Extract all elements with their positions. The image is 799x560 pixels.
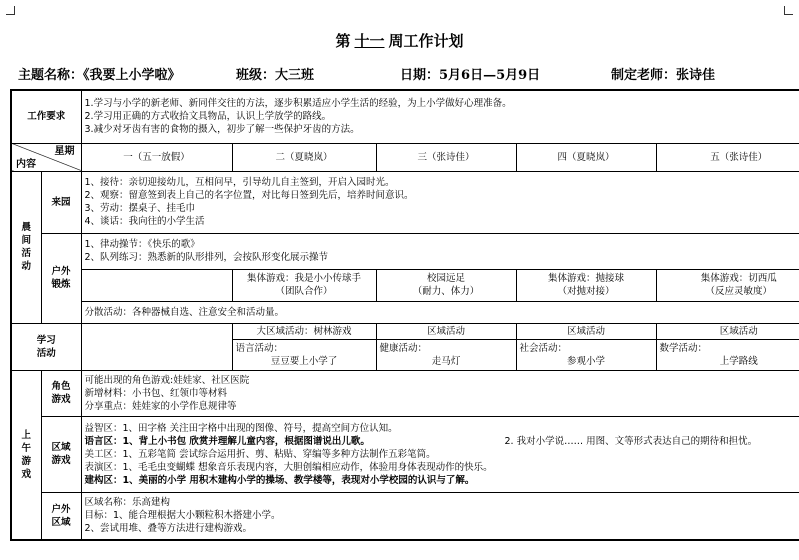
class-name: 班级：大三班 (236, 68, 315, 83)
arrival-content (81, 171, 799, 233)
title-prefix: 第 (335, 32, 351, 50)
area-game-item: 益智区：1、田字格 关注田字格中出现的图像、符号，提高空间方位认知。 (84, 422, 398, 434)
weekly-plan-table (10, 89, 799, 541)
corner-weekday-label: 星期 (54, 145, 75, 157)
theme-name: 主题名称：《我要上小学啦》 (18, 68, 181, 83)
subject-topic: 豆豆要上小学了 (270, 355, 338, 367)
day-header-fri: 五（张诗佳） (656, 143, 799, 171)
outdoor-exercise-content (81, 233, 799, 269)
title-suffix: 周工作计划 (388, 32, 464, 50)
role-play-row (11, 370, 799, 416)
arrival-label (41, 171, 81, 233)
group-activity-content: 分散活动：各种器械自选、注意安全和活动量。 (81, 301, 799, 323)
study-subject-fri (656, 339, 799, 370)
study-regions-row (11, 323, 799, 339)
subject-topic: 上学路线 (719, 355, 758, 367)
outdoor-area-item: 2、尝试用堆、叠等方法进行建构游戏。 (84, 523, 253, 535)
study-activity-label (11, 323, 81, 370)
days-header-row (11, 143, 799, 171)
area-game-item: 表演区：1、毛毛虫变蝴蝶 想象音乐表现内容，大胆创编相应动作，体验用身体表现动作的快乐。 (84, 461, 493, 473)
game-name: 集体游戏：切西瓜 (700, 273, 777, 284)
outdoor-area-item: 目标：1、能合理根据大小颗粒积木搭建小学。 (84, 510, 281, 522)
outdoor-item: 2、队列练习：熟悉新的队形排列，会按队形变化展示操节 (84, 252, 329, 263)
collective-game-tue (232, 269, 376, 301)
date-range: 日期：5月6日—5月9日 (400, 68, 541, 83)
role-play-item: 可能出现的角色游戏:娃娃家、社区医院 (84, 374, 250, 386)
study-subject-wed (376, 339, 516, 370)
morning-activity-label (11, 171, 41, 323)
arrival-label-text: 来园 (51, 196, 71, 208)
day-header-wed: 三（张诗佳） (376, 143, 516, 171)
arrival-item: 4、谈话：我向往的小学生活 (84, 216, 205, 227)
requirements-content (81, 90, 799, 143)
arrival-item: 3、劳动：摆桌子、挂毛巾 (84, 203, 196, 214)
game-goal: （耐力、体力） (412, 286, 480, 297)
outdoor-exercise-label-text: 户外锻炼 (51, 266, 71, 290)
area-games-row (11, 416, 799, 492)
game-name: 集体游戏：抛接球 (548, 273, 625, 284)
collective-game-thu (516, 269, 656, 301)
study-region-fri: 区域活动 (656, 323, 799, 339)
subject-topic: 走马灯 (431, 355, 461, 367)
outdoor-item: 1、律动操节：《快乐的歌》 (84, 239, 200, 250)
day-header-thu: 四（夏晓岚） (516, 143, 656, 171)
role-play-content (81, 370, 799, 416)
collective-games-row (11, 269, 799, 301)
day-header-mon: 一（五一放假） (81, 143, 232, 171)
game-goal: （对抛对接） (557, 286, 615, 297)
study-subject-tue (232, 339, 376, 370)
area-games-content (81, 416, 799, 492)
group-activity-row (11, 301, 799, 323)
game-name: 校园远足 (427, 273, 466, 284)
study-mon-empty (81, 323, 232, 370)
area-games-label (41, 416, 81, 492)
page-title (0, 30, 799, 51)
outdoor-exercise-label (41, 233, 81, 323)
area-game-item-language (85, 435, 799, 448)
outdoor-area-item: 区域名称：乐高建构 (84, 497, 171, 509)
day-header-tue: 二（夏晓岚） (232, 143, 376, 171)
forenoon-games-label-text: 上午游戏 (21, 429, 31, 480)
area-game-item: 建构区：1、美丽的小学 用积木建构小学的操场、教学楼等，表现对小学校园的认识与了解。 (84, 474, 475, 486)
arrival-item: 1、接待：亲切迎接幼儿，互相问早，引导幼儿自主签到，开启入园时光。 (84, 177, 395, 188)
game-name: 集体游戏：我是小小传球手 (247, 273, 362, 284)
language-area-text: 语言区：1、背上小书包 欣赏并理解儿童内容，根据图谱说出儿歌。 (84, 435, 370, 447)
role-play-item: 新增材料：小书包、红领巾等材料 (84, 387, 228, 399)
role-play-label-text: 角色游戏 (51, 381, 71, 405)
corner-content-label: 内容 (16, 158, 36, 170)
collective-game-fri (656, 269, 799, 301)
role-play-label (41, 370, 81, 416)
requirements-label: 工作要求 (11, 90, 81, 143)
teacher-name: 制定老师：张诗佳 (611, 68, 716, 83)
game-goal: （团队合作） (275, 286, 333, 297)
collective-game-wed (376, 269, 516, 301)
title-week-number: 十一 (354, 32, 385, 50)
requirements-row (11, 90, 799, 143)
study-activity-label-text: 学习活动 (36, 334, 56, 359)
arrival-row (11, 171, 799, 233)
subject-name: 数学活动： (659, 342, 708, 354)
subject-name: 健康活动： (379, 342, 428, 354)
subject-name: 社会活动： (519, 342, 568, 354)
study-region-thu: 区域活动 (516, 323, 656, 339)
role-play-item: 分享重点：娃娃家的小学作息规律等 (84, 400, 237, 412)
outdoor-area-row (11, 492, 799, 540)
subject-topic: 参观小学 (567, 355, 606, 367)
area-game-item: 美工区：1、五彩笔简 尝试综合运用折、剪、粘贴、穿编等多种方法制作五彩笔筒。 (84, 448, 436, 460)
requirement-item: 3.减少对牙齿有害的食物的摄入，初步了解一些保护牙齿的方法。 (84, 124, 360, 136)
morning-activity-text: 晨间活动 (21, 222, 31, 272)
outdoor-area-content (81, 492, 799, 540)
page-corner-mark-left (6, 6, 15, 15)
arrival-item: 2、观察：留意签到表上自己的名字位置，对比每日签到先后，培养时间意识。 (84, 190, 414, 201)
page-corner-mark-right (784, 6, 793, 15)
forenoon-games-label (11, 370, 41, 540)
collective-game-mon-empty (81, 269, 232, 301)
study-region-wed: 区域活动 (376, 323, 516, 339)
weekday-content-corner (11, 143, 81, 171)
requirement-item: 2.学习用正确的方式收拾文具物品，认识上学放学的路线。 (84, 111, 332, 123)
area-games-label-text: 区域游戏 (51, 442, 71, 466)
outdoor-exercise-row (11, 233, 799, 269)
subject-name: 语言活动： (235, 342, 284, 354)
language-area-text-2: 2. 我对小学说…… 用图、文等形式表达自己的期待和担忧。 (504, 435, 758, 447)
study-subject-thu (516, 339, 656, 370)
outdoor-area-label (41, 492, 81, 540)
requirement-item: 1.学习与小学的新老师、新同伴交往的方法，逐步积累适应小学生活的经验，为上小学做好心理准备。 (84, 98, 512, 110)
study-region-tue: 大区域活动：树林游戏 (232, 323, 376, 339)
game-goal: （反应灵敏度） (705, 286, 773, 297)
outdoor-area-label-text: 户外区域 (51, 503, 71, 528)
